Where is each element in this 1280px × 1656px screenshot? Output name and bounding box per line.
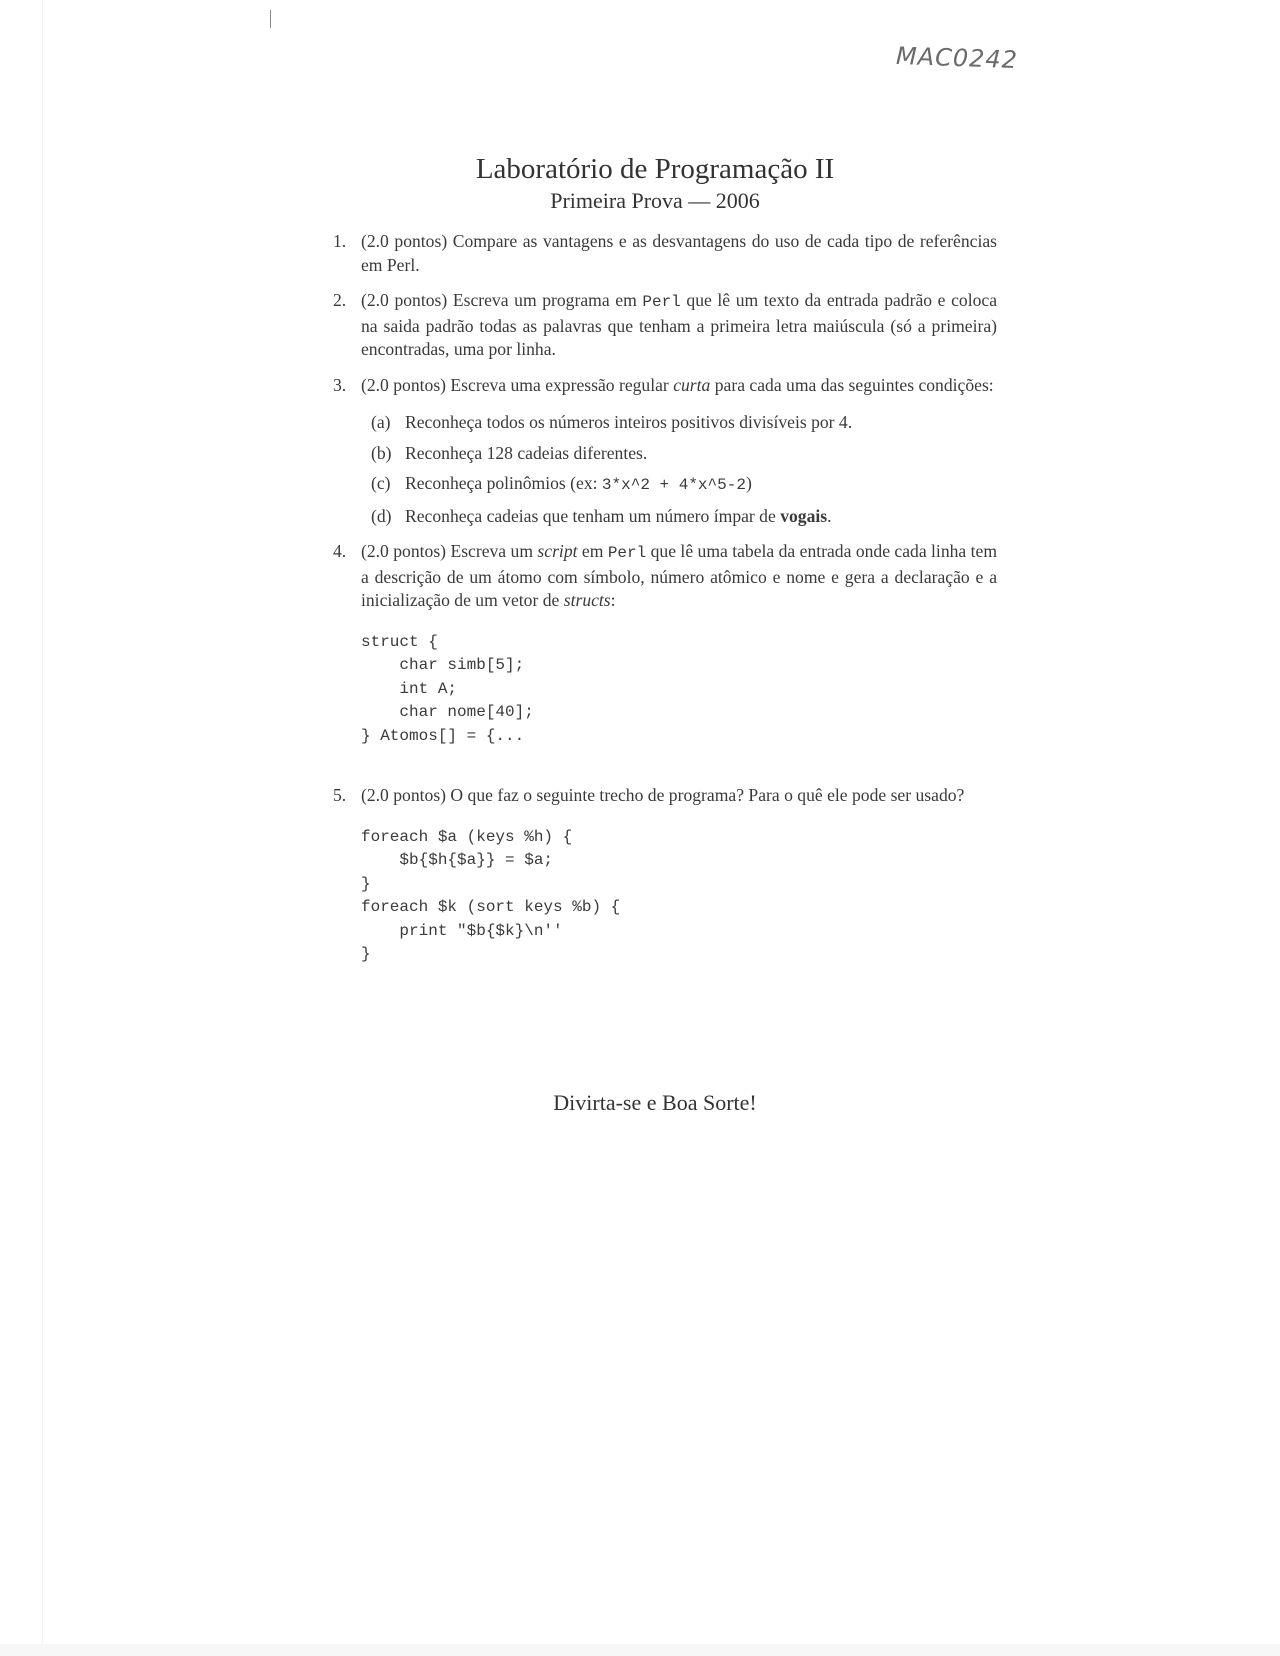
inline-code: 3*x^2 + 4*x^5-2 bbox=[601, 476, 746, 494]
question-text-start: (2.0 pontos) Escreva uma expressão regular bbox=[361, 374, 674, 395]
page-subtitle: Primeira Prova — 2006 bbox=[550, 188, 760, 213]
question-1 bbox=[333, 230, 997, 277]
scan-bottom-edge bbox=[0, 1644, 1280, 1656]
emphasis-text-2: structs bbox=[563, 590, 611, 610]
subitem-text: Reconheça cadeias que tenham um número ímpar de bbox=[405, 505, 781, 526]
subitem-text: Reconheça todos os números inteiros positivos divisíveis por 4. bbox=[405, 412, 853, 432]
question-number: 3. bbox=[333, 374, 347, 395]
question-text-end: : bbox=[610, 590, 616, 610]
subitem-letter: (c) bbox=[371, 473, 391, 493]
question-text-start: (2.0 pontos) Escreva um bbox=[361, 541, 538, 561]
subitem-list bbox=[371, 411, 997, 528]
subitem-d bbox=[371, 505, 997, 529]
question-text: (2.0 pontos) Compare as vantagens e as desvantagens do uso de cada tipo de referências em Perl. bbox=[361, 231, 997, 275]
subitem-letter: (b) bbox=[371, 442, 392, 463]
emphasis-text: curta bbox=[673, 374, 711, 395]
question-text: (2.0 pontos) O que faz o seguinte trecho de programa? Para o quê ele pode ser usado? bbox=[361, 785, 965, 805]
question-3 bbox=[333, 374, 997, 529]
subitem-letter: (a) bbox=[371, 412, 391, 432]
question-number: 1. bbox=[333, 231, 347, 251]
subitem-text: Reconheça polinômios (ex: bbox=[405, 473, 602, 493]
question-text-start: (2.0 pontos) Escreva um programa em bbox=[361, 290, 643, 310]
question-5 bbox=[333, 784, 997, 967]
code-block-perl: foreach $a (keys %h) { $b{$h{$a}} = $a; } foreach $k (sort keys %b) { print "$b{$k}\n'' } bbox=[361, 827, 621, 963]
bold-text: vogais bbox=[780, 505, 828, 526]
inline-code: Perl bbox=[607, 544, 647, 562]
scan-edge-line bbox=[42, 0, 43, 1656]
pen-mark bbox=[270, 10, 271, 28]
handwritten-course-code: MAC0242 bbox=[895, 41, 1019, 75]
emphasis-text: script bbox=[537, 541, 578, 561]
subitem-b bbox=[371, 442, 997, 466]
question-number: 4. bbox=[333, 541, 347, 561]
subitem-letter: (d) bbox=[371, 505, 392, 526]
question-text-end: para cada uma das seguintes condições: bbox=[710, 374, 994, 395]
subitem-text: Reconheça 128 cadeias diferentes. bbox=[405, 442, 648, 463]
code-block-struct: struct { char simb[5]; int A; char nome[40]; } Atomos[] = {... bbox=[361, 632, 534, 745]
subitem-text-end: . bbox=[827, 505, 832, 526]
question-text-mid: em bbox=[577, 541, 608, 561]
question-number: 5. bbox=[333, 785, 347, 805]
closing-message: Divirta-se e Boa Sorte! bbox=[553, 1090, 757, 1115]
page-title: Laboratório de Programação II bbox=[475, 153, 835, 185]
subitem-text-end: ) bbox=[745, 473, 752, 493]
question-2 bbox=[333, 289, 997, 362]
subitem-c bbox=[371, 472, 997, 498]
subitem-a bbox=[371, 411, 997, 435]
inline-code: Perl bbox=[642, 293, 681, 311]
question-number: 2. bbox=[333, 290, 347, 310]
question-list bbox=[333, 230, 997, 979]
question-text-end: que lê um texto da entrada padrão e coloca na saida padrão todas as palavras que tenham a primeira letra maiúscula (só a primeira) encontradas, uma por linha. bbox=[361, 290, 997, 359]
header bbox=[0, 152, 1280, 216]
question-4 bbox=[333, 540, 997, 748]
question-text-mid2: que lê uma tabela da entrada onde cada linha tem a descrição de um átomo com símbolo, número atômico e nome e gera a declaração e a inicialização de um vetor de bbox=[361, 541, 998, 610]
